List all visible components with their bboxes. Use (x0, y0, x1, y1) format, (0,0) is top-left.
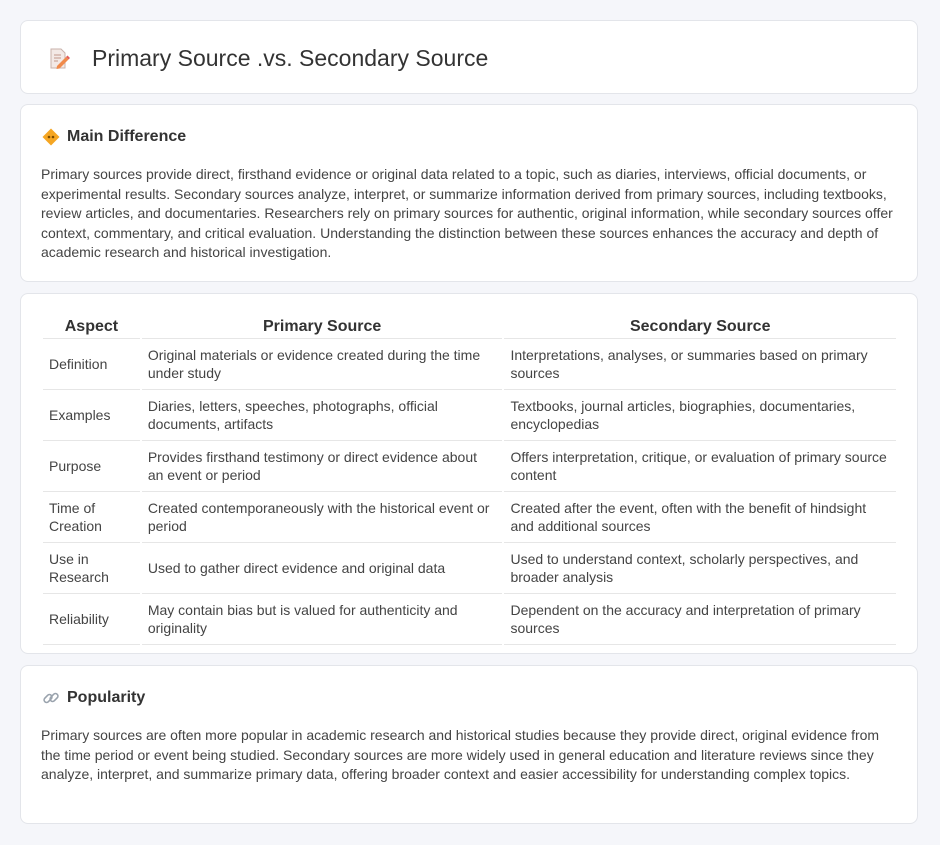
header-secondary-source: Secondary Source (504, 316, 896, 339)
popularity-title: Popularity (67, 689, 146, 706)
table-header-row (43, 316, 896, 339)
secondary-cell: Offers interpretation, critique, or evaluation of primary source content (504, 441, 896, 492)
table-row (43, 543, 896, 594)
table-row (43, 339, 896, 390)
document-pencil-icon (47, 47, 71, 71)
aspect-cell: Purpose (43, 441, 140, 492)
table-row (43, 441, 896, 492)
primary-cell: Provides firsthand testimony or direct evidence about an event or period (142, 441, 503, 492)
primary-cell: Created contemporaneously with the historical event or period (142, 492, 503, 543)
secondary-cell: Dependent on the accuracy and interpretation of primary sources (504, 594, 896, 645)
main-difference-text: Primary sources provide direct, firsthand evidence or original data related to a topic, such as diaries, interviews, official documents, or experimental results. Secondary sources analyze, interpret, or summarize information derived from primary sources, including textbooks, review articles, and documentaries. Researchers rely on primary sources for authentic, original information, while secondary sources offer context, commentary, and critical evaluation. Understanding the distinction between these sources enhances the accuracy and depth of academic research and historical investigation. (41, 166, 893, 261)
table-row (43, 390, 896, 441)
secondary-cell: Used to understand context, scholarly perspectives, and broader analysis (504, 543, 896, 594)
primary-cell: May contain bias but is valued for authenticity and originality (142, 594, 503, 645)
comparison-table (41, 316, 898, 645)
primary-cell: Diaries, letters, speeches, photographs, official documents, artifacts (142, 390, 503, 441)
main-difference-section (20, 104, 918, 282)
header-aspect: Aspect (43, 316, 140, 339)
main-difference-title: Main Difference (67, 128, 187, 145)
diamond-sign-icon (42, 128, 60, 146)
popularity-text: Primary sources are often more popular in academic research and historical studies because they provide direct, original evidence from the time period or event being studied. Secondary sources are more widely used in general education and literature reviews since they analyze, interpret, and summarize primary data, offering broader context and easier accessibility for understanding complex topics. (41, 727, 880, 783)
aspect-cell: Reliability (43, 594, 140, 645)
table-row (43, 492, 896, 543)
popularity-section (20, 665, 918, 824)
aspect-cell: Examples (43, 390, 140, 441)
page-title: Primary Source .vs. Secondary Source (92, 45, 489, 71)
header-card (20, 20, 918, 94)
table-row (43, 594, 896, 645)
secondary-cell: Textbooks, journal articles, biographies, documentaries, encyclopedias (504, 390, 896, 441)
aspect-cell: Use in Research (43, 543, 140, 594)
aspect-cell: Definition (43, 339, 140, 390)
primary-cell: Original materials or evidence created during the time under study (142, 339, 503, 390)
link-icon (42, 689, 60, 707)
header-primary-source: Primary Source (142, 316, 503, 339)
comparison-section (20, 293, 918, 654)
aspect-cell: Time of Creation (43, 492, 140, 543)
primary-cell: Used to gather direct evidence and original data (142, 543, 503, 594)
secondary-cell: Interpretations, analyses, or summaries based on primary sources (504, 339, 896, 390)
secondary-cell: Created after the event, often with the benefit of hindsight and additional sources (504, 492, 896, 543)
